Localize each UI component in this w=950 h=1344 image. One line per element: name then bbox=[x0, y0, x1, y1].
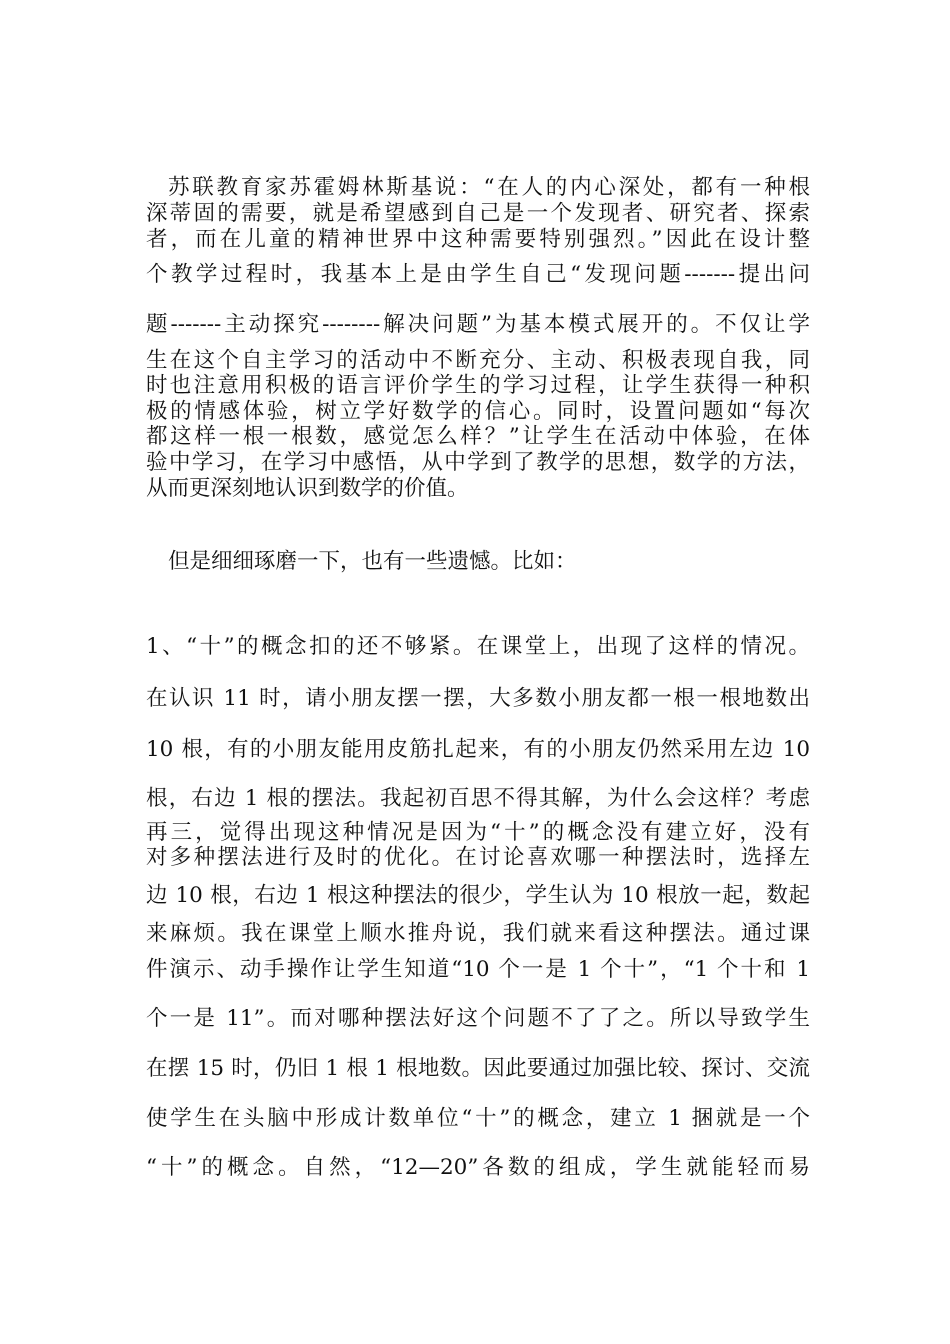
text-line: 10 根，有的小朋友能用皮筋扎起来，有的小朋友仍然采用左边 10 bbox=[146, 737, 810, 762]
text-line: 深蒂固的需要，就是希望感到自己是一个发现者、研究者、探索 bbox=[146, 201, 810, 226]
text-line: “十”的概念。自然，“12—20”各数的组成，学生就能轻而易 bbox=[146, 1155, 810, 1180]
text-line: 来麻烦。我在课堂上顺水推舟说，我们就来看这种摆法。通过课 bbox=[146, 921, 810, 946]
text-line: 使学生在头脑中形成计数单位“十”的概念，建立 1 捆就是一个 bbox=[146, 1106, 810, 1131]
text-line: 验中学习，在学习中感悟，从中学到了教学的思想，数学的方法， bbox=[146, 450, 810, 475]
text-line: 极的情感体验，树立学好数学的信心。同时，设置问题如“每次 bbox=[146, 399, 810, 424]
text-line: 生在这个自主学习的活动中不断充分、主动、积极表现自我，同 bbox=[146, 348, 810, 373]
text-line: 件演示、动手操作让学生知道“10 个一是 1 个十”，“1 个十和 1 bbox=[146, 957, 810, 982]
text-line: 时也注意用积极的语言评价学生的学习过程，让学生获得一种积 bbox=[146, 373, 810, 398]
text-line: 个一是 11”。而对哪种摆法好这个问题不了了之。所以导致学生 bbox=[146, 1006, 810, 1031]
text-line: 题-------主动探究--------解决问题”为基本模式展开的。不仅让学 bbox=[146, 312, 810, 337]
text-line: 在认识 11 时，请小朋友摆一摆，大多数小朋友都一根一根地数出 bbox=[146, 686, 810, 711]
text-line: 根，右边 1 根的摆法。我起初百思不得其解，为什么会这样？考虑 bbox=[146, 786, 810, 811]
text-line: 都这样一根一根数，感觉怎么样？”让学生在活动中体验，在体 bbox=[146, 424, 810, 449]
text-line: 从而更深刻地认识到数学的价值。 bbox=[146, 476, 469, 501]
text-line: 对多种摆法进行及时的优化。在讨论喜欢哪一种摆法时，选择左 bbox=[146, 845, 810, 870]
text-line: 者，而在儿童的精神世界中这种需要特别强烈。”因此在设计整 bbox=[146, 227, 810, 252]
text-line: 再三，觉得出现这种情况是因为“十”的概念没有建立好，没有 bbox=[146, 820, 810, 845]
text-line: 边 10 根，右边 1 根这种摆法的很少，学生认为 10 根放一起，数起 bbox=[146, 883, 810, 908]
text-line: 在摆 15 时，仍旧 1 根 1 根地数。因此要通过加强比较、探讨、交流 bbox=[146, 1056, 810, 1081]
text-line: 1、“十”的概念扣的还不够紧。在课堂上，出现了这样的情况。 bbox=[146, 634, 810, 659]
text-line: 苏联教育家苏霍姆林斯基说：“在人的内心深处，都有一种根 bbox=[168, 175, 810, 200]
text-line: 个教学过程时，我基本上是由学生自己“发现问题-------提出问 bbox=[146, 262, 810, 287]
text-line: 但是细细琢磨一下，也有一些遗憾。比如： bbox=[168, 549, 577, 574]
